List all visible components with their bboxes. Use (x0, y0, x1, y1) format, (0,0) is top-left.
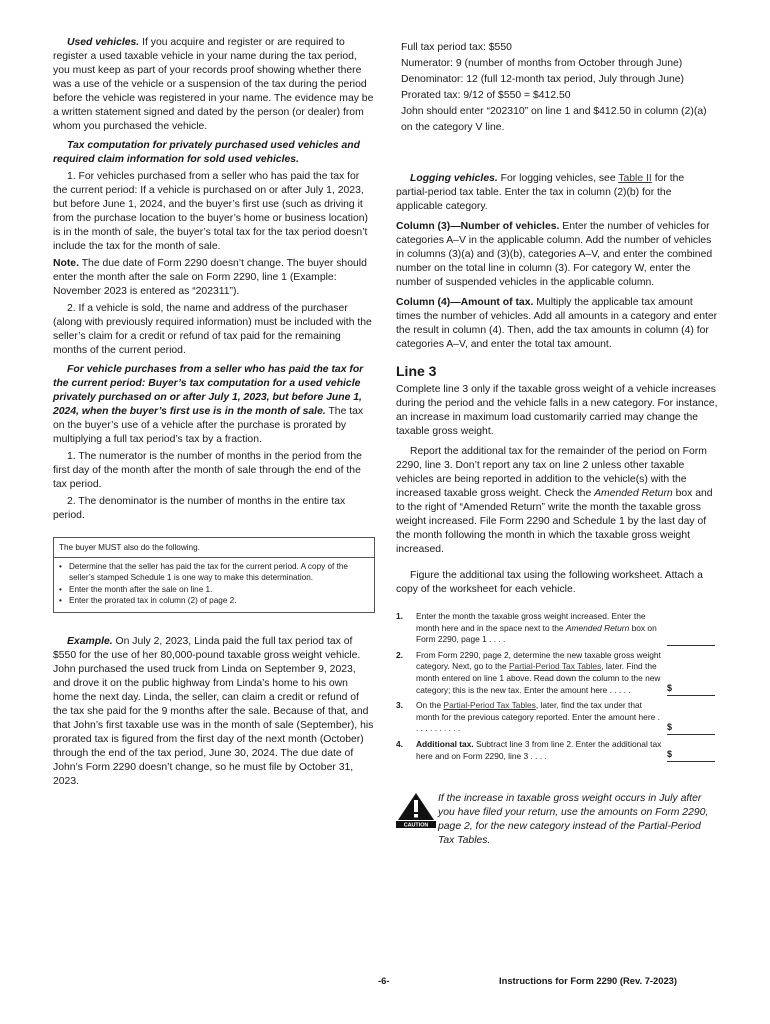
worksheet (396, 611, 718, 762)
caution-text: If the increase in taxable gross weight occurs in July after you have filed your return, use the amounts on Form 2290, page 2, for the new category instead of the Partial-Period Tax Tables. (438, 793, 709, 847)
box-bullet: • Enter the prorated tax in column (2) of page 2. (59, 596, 237, 606)
buyer-requirements-box (53, 537, 375, 613)
box-bullet: • Determine that the seller has paid the tax for the current period. A copy of the seller’s stamped Schedule 1 is one way to make this determination. (59, 561, 348, 583)
logging-paragraph: Logging vehicles. For logging vehicles, see Table II for the partial-period tax table. Enter the tax in column (2)(b) for the applicable category. (396, 173, 685, 212)
answer-field[interactable]: $ (667, 722, 715, 735)
box-header: The buyer MUST also do the following. (54, 538, 374, 558)
denominator-paragraph: 2. The denominator is the number of months in the entire tax period. (53, 496, 346, 521)
partial-period-tax-tables-link[interactable]: Partial-Period Tax Tables (443, 700, 536, 711)
calc-line: Full tax period tax: $550 (401, 42, 512, 53)
answer-field[interactable]: $ (667, 749, 715, 762)
answer-field[interactable]: $ (667, 683, 715, 696)
worksheet-row: 1. Enter the month the taxable gross weight increased. Enter the month here and in the space next to the Amended Return box on Form 2290, page 1 . . . . (396, 611, 718, 646)
left-column (53, 36, 375, 789)
line3-heading: Line 3 (396, 363, 437, 379)
worksheet-row: 4. Additional tax. Subtract line 3 from line 2. Enter the additional tax here and on Form 2290, line 3 . . . . $ (396, 739, 718, 762)
answer-field[interactable] (667, 633, 715, 646)
box-body (54, 558, 374, 612)
partial-period-tax-tables-link[interactable]: Partial-Period Tax Tables (508, 661, 602, 672)
box-bullet: • Enter the month after the sale on line 1. (59, 584, 213, 594)
numerator-paragraph: 1. The numerator is the number of months in the period from the first day of the month after the month of sale through the end of the tax period. (53, 451, 362, 490)
calc-line: Numerator: 9 (number of months from October through June) (401, 58, 683, 69)
tax-computation-heading: Tax computation for privately purchased used vehicles and required claim information for sold used vehicles. (53, 140, 360, 165)
used-vehicles-paragraph: Used vehicles. If you acquire and register or are required to register a used taxable vehicle in your name during the tax period, you must keep as part of your records proof showing whether there was a use of the vehicle or a suspension of the tax during the period before the vehicle was registered in your name. The evidence may be a written statement signed and dated by the person (or dealer) from whom you purchased the vehicle. (53, 37, 374, 132)
line3-para2: Report the additional tax for the remainder of the period on Form 2290, line 3. Don’t report any tax on line 2 unless other taxable vehicles are being reported in addition to the vehicle(s) with the increased taxable gross weight. Check the Amended Return box and to the right of “Amended Return” write the month the taxable gross weight increased. File Form 2290 and Schedule 1 by the last day of the month following the month in which the taxable gross weight increased. (396, 446, 713, 555)
column3-paragraph: Column (3)—Number of vehicles. Enter the number of vehicles for categories A–V in the applicable column. Add the number of vehicles in columns (3)(a) and (3)(b), categories A–V, and enter the combined number on the total line in column (3). For category W, enter the number of suspended vehicles in the applicable column. (396, 221, 713, 288)
caution-note (396, 792, 718, 848)
calc-line: Denominator: 12 (full 12-month tax period, July through June) (401, 74, 685, 85)
calc-line: Prorated tax: 9/12 of $550 = $412.50 (401, 90, 571, 101)
right-column (396, 40, 718, 848)
line3-para3: Figure the additional tax using the following worksheet. Attach a copy of the worksheet for each vehicle. (396, 570, 703, 595)
calc-line: John should enter “202310” on line 1 and $412.50 in column (2)(a) on the category V line. (401, 106, 707, 133)
page-number: -6- (378, 975, 390, 986)
used-vehicles-heading: Used vehicles. (67, 37, 140, 48)
table-ii-link[interactable]: Table II (618, 173, 652, 184)
line3-para1: Complete line 3 only if the taxable gross weight of a vehicle increases during the period and the vehicle falls in a new category. For instance, an increase in maximum load customarily carried may change the taxable gross weight. (396, 384, 718, 437)
item2-paragraph: 2. If a vehicle is sold, the name and address of the purchaser (along with previously required information) must be included with the seller’s claim for a credit or refund of tax paid for the remaining months of the current period. (53, 303, 372, 356)
vehicle-purchases-paragraph: For vehicle purchases from a seller who has paid the tax for the current period: Buyer’s tax computation for a used vehicle privately purchased on or after July 1, 2023, but before June 1, 2024, when the buyer’s first use is in the month of sale. The tax on the buyer’s use of a vehicle after the purchase is prorated by multiplying a full tax period’s tax by a fraction. (53, 364, 364, 445)
example-paragraph: Example. On July 2, 2023, Linda paid the full tax period tax of $550 for the use of her 80,000-pound taxable gross weight vehicle. John purchased the used truck from Linda on September 9, 2023, and drove it on the public highway from Linda’s home to his own home the next day. Linda, the seller, can claim a credit or refund of the tax she paid for the 9 months after the sale. Because of that, and that John’s first taxable use was in the month of sale (September), his prorated tax is figured from the first day of the next month (October) through the end of the tax period, June 30, 2024. The due date of John’s Form 2290 doesn’t change, so he must file by October 31, 2023. (53, 635, 374, 787)
calculation-lines (396, 40, 718, 136)
worksheet-row: 3. On the Partial-Period Tax Tables, later, find the tax under that month for the previous category reported. Enter the amount here . . . . . . . . . . . $ (396, 700, 718, 735)
note-paragraph: Note. The due date of Form 2290 doesn’t change. The buyer should enter the month after the sale on Form 2290, line 1 (Example: November 2023 is entered as “202311”). (53, 258, 367, 297)
column4-paragraph: Column (4)—Amount of tax. Multiply the applicable tax amount times the number of vehicles. Add all amounts in a category and enter the result in column (4). Then, add the tax amounts in column (4) for categories A–V, and enter the total tax amount. (396, 297, 718, 350)
caution-icon (396, 792, 436, 828)
footer-title: Instructions for Form 2290 (Rev. 7-2023) (499, 975, 678, 986)
svg-text:CAUTION: CAUTION (403, 822, 429, 829)
item1-paragraph: 1. For vehicles purchased from a seller who has paid the tax for the current period: If a vehicle is purchased on or after July 1, 2023, but before June 1, 2024, and the buyer’s first use (such as driving it from the purchase location to the buyer’s home or business location) is in the month of sale, the buyer’s total tax for the tax period doesn’t include the tax for the month of sale. (53, 171, 368, 252)
worksheet-row: 2. From Form 2290, page 2, determine the new taxable gross weight category. Next, go to the Partial-Period Tax Tables, later. Find the month entered on line 1 above. Read down the column to the new category; this is the new tax. Enter the amount here . . . . . $ (396, 650, 718, 696)
